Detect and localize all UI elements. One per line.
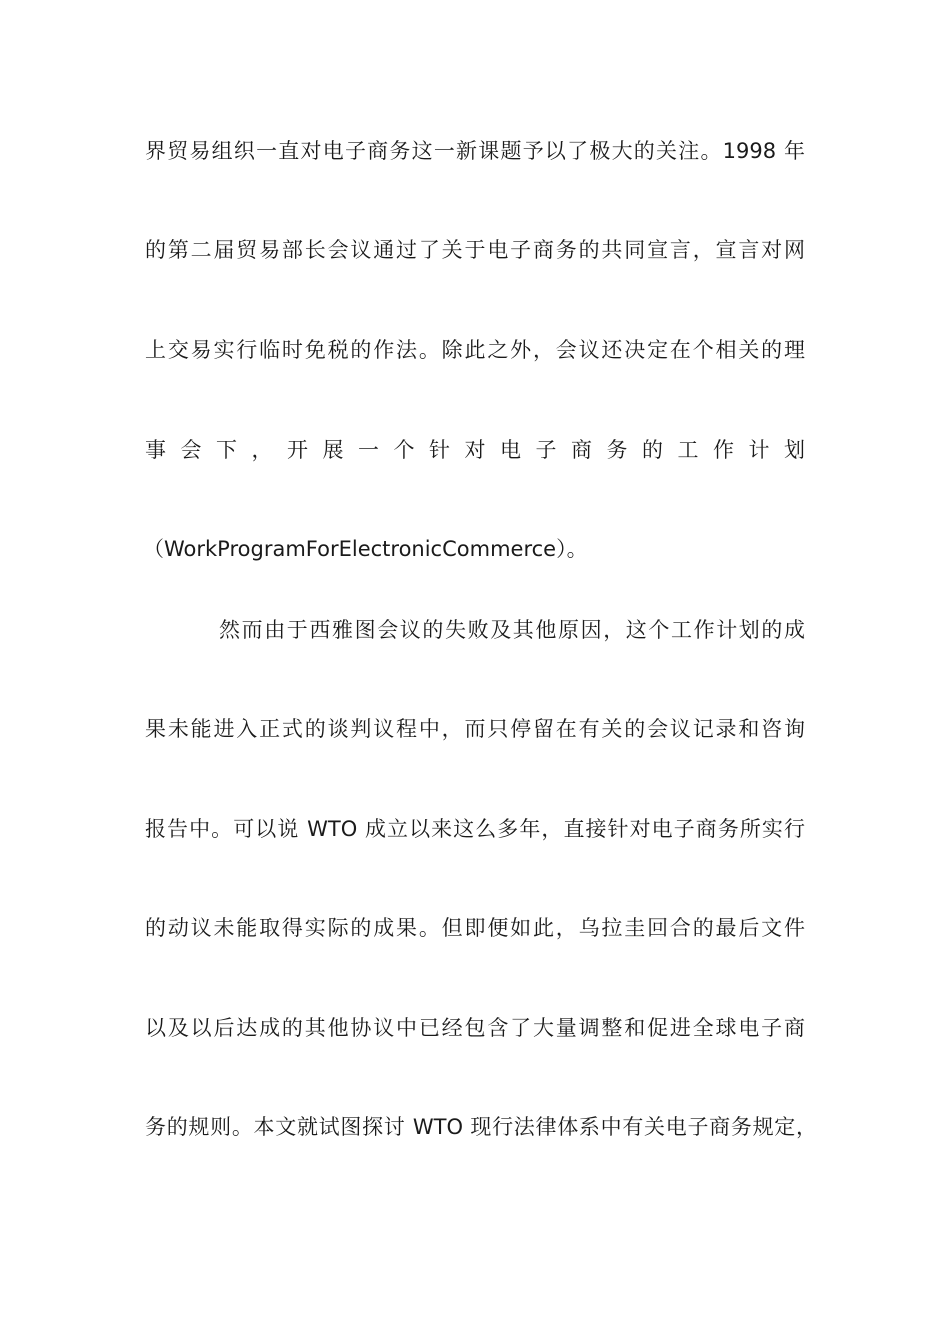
text-line-11: 务的规则。本文就试图探讨 WTO 现行法律体系中有关电子商务规定， — [145, 1115, 817, 1139]
paragraph-start-line: 然而由于西雅图会议的失败及其他原因，这个工作计划的成 — [219, 618, 805, 642]
text-line-5: （WorkProgramForElectronicCommerce）。 — [143, 537, 588, 561]
text-line-2: 的第二届贸易部长会议通过了关于电子商务的共同宣言，宣言对网 — [145, 238, 805, 262]
text-line-7: 果未能进入正式的谈判议程中，而只停留在有关的会议记录和咨询 — [145, 717, 805, 741]
text-line-9: 的动议未能取得实际的成果。但即便如此，乌拉圭回合的最后文件 — [145, 916, 805, 940]
text-line-10: 以及以后达成的其他协议中已经包含了大量调整和促进全球电子商 — [145, 1016, 805, 1040]
text-line-8: 报告中。可以说 WTO 成立以来这么多年，直接针对电子商务所实行 — [145, 817, 805, 841]
text-line-4: 事 会 下 ， 开 展 一 个 针 对 电 子 商 务 的 工 作 计 划 — [145, 438, 805, 462]
text-line-3: 上交易实行临时免税的作法。除此之外，会议还决定在个相关的理 — [145, 338, 805, 362]
text-line-1: 界贸易组织一直对电子商务这一新课题予以了极大的关注。1998 年 — [145, 139, 805, 163]
